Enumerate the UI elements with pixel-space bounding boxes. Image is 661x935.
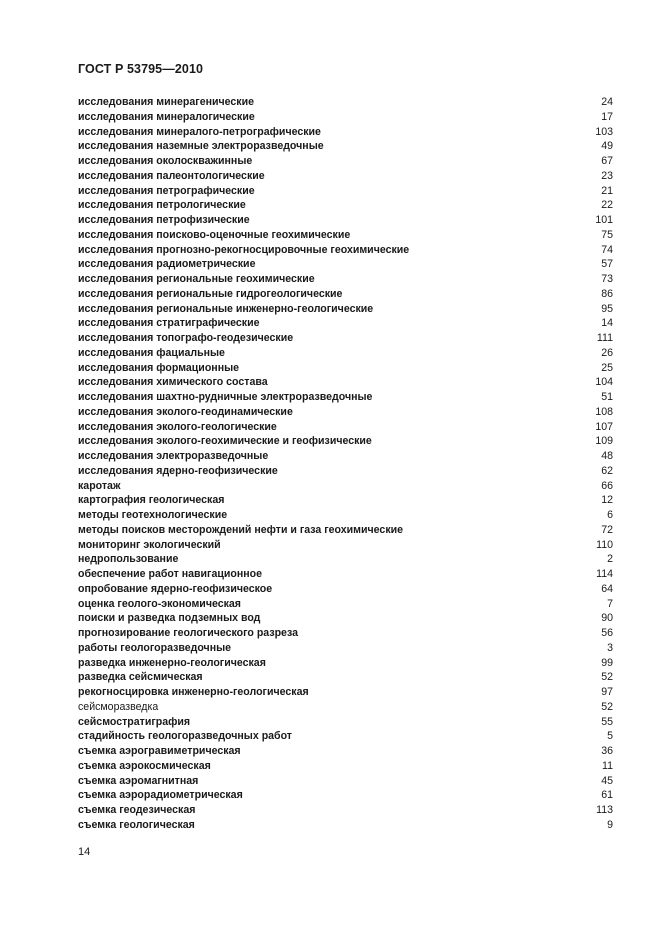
index-entry [78,169,613,184]
index-entry [78,744,613,759]
index-term: исследования палеонтологические [78,169,265,182]
index-entry [78,243,613,258]
index-entry [78,228,613,243]
index-entry [78,582,613,597]
index-page-ref: 22 [601,199,613,212]
index-entry [78,567,613,582]
index-term: исследования петрологические [78,199,246,212]
index-term: сейсморазведка [78,700,159,713]
index-entry [78,449,613,464]
index-entry [78,184,613,199]
subject-index-list [78,95,613,833]
index-term: опробование ядерно-геофизическое [78,582,273,595]
index-entry [78,670,613,685]
index-page-ref: 86 [601,287,613,300]
index-page-ref: 109 [595,435,613,448]
index-page-ref: 2 [607,553,613,566]
index-term: разведка сейсмическая [78,671,203,684]
index-term: разведка инженерно-геологическая [78,656,266,669]
index-page-ref: 36 [601,745,613,757]
index-term: оценка геолого-экономическая [78,597,241,610]
index-page-ref: 17 [601,110,613,123]
index-page-ref: 14 [601,317,613,330]
index-page-ref: 104 [595,376,613,389]
index-entry [78,198,613,213]
index-page-ref: 74 [601,243,613,256]
index-term: обеспечение работ навигационное [78,568,262,580]
index-term: исследования региональные гидрогеологические [78,287,343,300]
index-page-ref: 97 [601,686,613,698]
index-entry [78,715,613,730]
index-term: сейсмостратиграфия [78,715,191,728]
index-entry [78,95,613,110]
index-term: исследования стратиграфические [78,317,260,330]
page-number: 14 [78,846,91,858]
index-entry [78,538,613,553]
index-page-ref: 6 [607,509,613,521]
index-page-ref: 107 [595,420,613,433]
index-term: картография геологическая [78,494,225,507]
index-page-ref: 56 [601,627,613,639]
index-term: исследования ядерно-геофизические [78,464,278,477]
index-page-ref: 21 [601,184,613,197]
index-page-ref: 64 [601,582,613,595]
index-entry [78,508,613,523]
index-term: стадийность геологоразведочных работ [78,730,292,743]
index-term: исследования химического состава [78,376,268,389]
index-entry [78,110,613,125]
index-term: прогнозирование геологического разреза [78,627,298,639]
index-entry [78,390,613,405]
index-entry [78,420,613,435]
index-page-ref: 108 [595,405,613,418]
index-page-ref: 49 [601,140,613,153]
index-term: исследования радиометрические [78,258,256,271]
index-entry [78,479,613,494]
index-page-ref: 90 [601,612,613,625]
index-entry [78,316,613,331]
index-term: методы геотехнологические [78,509,228,521]
index-page-ref: 9 [607,818,613,831]
document-header: ГОСТ Р 53795—2010 [78,62,204,76]
index-entry [78,331,613,346]
index-page-ref: 5 [607,730,613,743]
index-term: рекогносцировка инженерно-геологическая [78,686,309,698]
index-term: съемка аэрокосмическая [78,759,211,772]
index-entry [78,405,613,420]
index-term: исследования эколого-геохимические и геофизические [78,435,372,448]
index-entry [78,523,613,538]
index-entry [78,803,613,818]
index-term: исследования электроразведочные [78,450,269,462]
index-page-ref: 48 [601,450,613,462]
index-term: исследования прогнозно-рекогносцировочные геохимические [78,243,410,256]
index-term: исследования минералого-петрографические [78,125,321,138]
index-term: исследования региональные геохимические [78,273,315,285]
index-page-ref: 61 [601,789,613,802]
index-page-ref: 7 [607,597,613,610]
index-term: исследования эколого-геодинамические [78,405,293,418]
index-page-ref: 101 [595,214,613,226]
index-page-ref: 52 [601,700,613,713]
index-page-ref: 55 [601,715,613,728]
index-entry [78,818,613,833]
index-page-ref: 62 [601,464,613,477]
index-entry [78,641,613,656]
index-entry [78,375,613,390]
index-term: исследования петрофизические [78,214,250,226]
index-entry [78,213,613,228]
index-page-ref: 67 [601,155,613,167]
index-page-ref: 113 [596,804,613,816]
index-page-ref: 99 [601,656,613,669]
index-term: исследования минералогические [78,110,255,123]
index-page-ref: 26 [601,346,613,359]
index-page-ref: 51 [601,391,613,403]
index-term: съемка аэрорадиометрическая [78,789,243,802]
index-entry [78,434,613,449]
index-entry [78,597,613,612]
index-term: исследования эколого-геологические [78,420,277,433]
index-term: исследования шахтно-рудничные электроразведочные [78,391,373,403]
index-page-ref: 75 [601,228,613,241]
index-term: исследования формационные [78,361,240,374]
index-term: съемка аэромагнитная [78,774,199,787]
index-entry [78,685,613,700]
index-entry [78,464,613,479]
index-entry [78,493,613,508]
index-term: исследования топографо-геодезические [78,332,294,344]
index-term: работы геологоразведочные [78,641,232,654]
index-page-ref: 52 [601,671,613,684]
index-term: съемка аэрогравиметрическая [78,745,241,757]
index-page-ref: 73 [601,273,613,285]
index-entry [78,759,613,774]
index-entry [78,302,613,317]
index-page-ref: 110 [596,538,613,551]
index-page-ref: 11 [602,759,613,772]
index-term: каротаж [78,479,121,492]
index-entry [78,700,613,715]
index-entry [78,257,613,272]
index-page-ref: 3 [607,641,613,654]
index-page-ref: 23 [601,169,613,182]
index-term: исследования фациальные [78,346,225,359]
index-term: исследования региональные инженерно-геологические [78,302,374,315]
index-term: исследования околоскважинные [78,155,253,167]
index-page-ref: 72 [601,523,613,536]
index-term: исследования минерагенические [78,96,254,108]
index-page-ref: 25 [601,361,613,374]
index-page-ref: 111 [596,332,613,344]
index-term: мониторинг экологический [78,538,221,551]
index-entry [78,287,613,302]
index-page-ref: 66 [601,479,613,492]
index-term: поиски и разведка подземных вод [78,612,261,625]
index-entry [78,656,613,671]
index-term: исследования петрографические [78,184,255,197]
index-entry [78,788,613,803]
index-term: методы поисков месторождений нефти и газа геохимические [78,523,404,536]
index-entry [78,774,613,789]
index-entry [78,626,613,641]
index-page-ref: 114 [596,568,613,580]
index-term: съемка геологическая [78,818,195,831]
index-entry [78,125,613,140]
index-term: исследования наземные электроразведочные [78,140,324,153]
index-entry [78,611,613,626]
index-entry [78,361,613,376]
index-entry [78,552,613,567]
index-term: съемка геодезическая [78,804,196,816]
index-page-ref: 24 [601,96,613,108]
index-page-ref: 12 [601,494,613,507]
index-term: исследования поисково-оценочные геохимические [78,228,351,241]
index-page-ref: 103 [595,125,613,138]
index-entry [78,139,613,154]
index-page-ref: 95 [601,302,613,315]
index-entry [78,154,613,169]
index-term: недропользование [78,553,179,566]
index-page-ref: 57 [601,258,613,271]
index-entry [78,272,613,287]
index-entry [78,729,613,744]
index-entry [78,346,613,361]
index-page-ref: 45 [601,774,613,787]
